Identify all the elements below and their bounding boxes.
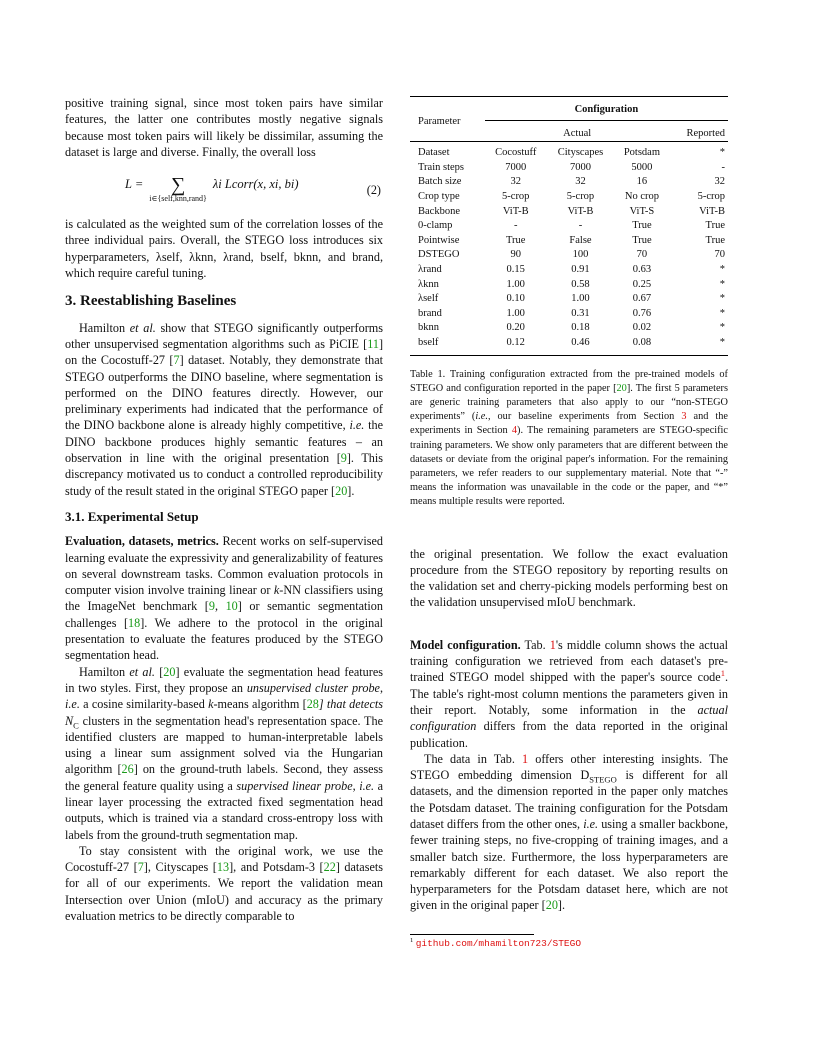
table-row bbox=[410, 336, 728, 355]
table-cell: 0.67 bbox=[632, 293, 652, 305]
equation-number: (2) bbox=[366, 183, 381, 198]
table-cell: 0.12 bbox=[506, 336, 525, 348]
table-cell: 0.91 bbox=[571, 263, 590, 275]
table-cell: 0.25 bbox=[632, 278, 652, 290]
citation-link[interactable]: 26 bbox=[121, 762, 134, 777]
paragraph-evaluation: Evaluation, datasets, metrics. Recent works on self-supervised learning evaluate the expressivity and generalizability of features on several downstream tasks. Common evaluation protocols in computer vision involve training linear or k-NN classifiers using the ImageNet benchmark [9, 10] or semantic segmentation challenges [18]. We adhere to the protocol in the original presentation to evaluate the features produced by the STEGO segmentation head. bbox=[65, 534, 383, 663]
citation-link[interactable]: 20 bbox=[335, 483, 348, 498]
section-link[interactable]: 3 bbox=[681, 411, 687, 423]
table-cell: * bbox=[719, 278, 725, 290]
table-cell: - bbox=[513, 220, 518, 232]
table-link[interactable]: 1 bbox=[549, 637, 556, 652]
table-row bbox=[410, 219, 728, 234]
summation-symbol: ∑ bbox=[170, 174, 186, 197]
table-cell: * bbox=[719, 336, 725, 348]
citation-link[interactable]: 13 bbox=[216, 860, 230, 875]
citation-link[interactable]: 20 bbox=[545, 898, 558, 913]
configuration-table bbox=[410, 96, 728, 356]
right-column bbox=[410, 96, 728, 914]
summation bbox=[149, 176, 207, 204]
table-cell-parameter: 0-clamp bbox=[418, 220, 453, 232]
table-cell: 100 bbox=[572, 249, 589, 261]
table-cell: 0.76 bbox=[632, 307, 652, 319]
table-row bbox=[410, 307, 728, 322]
table-cell: 5000 bbox=[631, 161, 653, 173]
table-row bbox=[410, 263, 728, 278]
header-actual: Actual bbox=[485, 120, 670, 142]
table-row bbox=[410, 292, 728, 307]
paragraph-after-equation: is calculated as the weighted sum of the correlation losses of the three individual pairs. Overall, the STEGO loss introduces six hyperparameters, λself, λknn, λrand, bself, bknn, and brand, which require careful tuning. bbox=[65, 217, 383, 281]
table-cell: 7000 bbox=[505, 161, 527, 173]
left-column bbox=[65, 95, 383, 924]
table-cell: 0.10 bbox=[506, 293, 525, 305]
table-cell-parameter: bself bbox=[418, 336, 439, 348]
table-cell: True bbox=[705, 220, 725, 232]
citation-link[interactable]: 7 bbox=[137, 860, 144, 875]
equation-formula bbox=[125, 176, 299, 204]
header-reported: Reported bbox=[670, 120, 728, 142]
summation-subscript: i∈{self,knn,rand} bbox=[149, 194, 207, 204]
table-cell: 0.31 bbox=[571, 307, 590, 319]
citation-link[interactable]: 28 bbox=[306, 697, 319, 712]
table-cell: 0.08 bbox=[632, 336, 652, 348]
table-row bbox=[410, 190, 728, 205]
citation-link[interactable]: 7 bbox=[173, 353, 180, 368]
header-configuration: Configuration bbox=[574, 104, 639, 115]
citation-link[interactable]: 10 bbox=[225, 599, 238, 614]
paragraph-model-config: Model configuration. Tab. 1's middle column shows the actual training configuration we retrieved from each dataset's pre-trained STEGO model shipped with the paper's source code$^1$. The table's right-most column mentions the parameters given in their report. Notably, some information in the actual configuration differs from the data reported in the original publication. bbox=[410, 637, 728, 750]
table-cell-parameter: Crop type bbox=[418, 190, 460, 202]
table-cell: 1.00 bbox=[506, 278, 525, 290]
table-cell-parameter: Train steps bbox=[418, 161, 464, 173]
table-cell: No crop bbox=[624, 190, 659, 202]
table-link[interactable]: 1 bbox=[522, 751, 529, 766]
table-row bbox=[410, 161, 728, 176]
paragraph-intro: positive training signal, since most token pairs have similar features, the latter one contributes mostly negative signals because most token pairs will likely be dissimilar, assuming the dataset is large and diverse. Finally, the overall loss bbox=[65, 96, 383, 159]
table-cell-parameter: bknn bbox=[418, 322, 439, 334]
table-cell: 0.02 bbox=[632, 322, 652, 334]
citation-link[interactable]: 11 bbox=[367, 336, 379, 351]
citation-link[interactable]: 9 bbox=[208, 599, 215, 614]
table-cell: 1.00 bbox=[571, 293, 590, 305]
table-cell-parameter: λself bbox=[418, 293, 439, 305]
equation-2 bbox=[65, 174, 383, 206]
subsection-title: 3.1. Experimental Setup bbox=[65, 508, 199, 524]
table-cell: ViT-S bbox=[629, 205, 655, 217]
equation-lhs: L = bbox=[125, 177, 144, 192]
table-row bbox=[410, 205, 728, 220]
section-link[interactable]: 4 bbox=[511, 425, 518, 437]
table-row bbox=[410, 234, 728, 249]
paragraph-continuation: the original presentation. We follow the exact evaluation procedure from the STEGO repository by reporting results on the validation set and cherry-picking models performing best on the validation unsupervised mIoU benchmark. bbox=[410, 546, 728, 610]
table-cell-parameter: Dataset bbox=[418, 147, 450, 159]
citation-link[interactable]: 20 bbox=[616, 382, 627, 394]
footnote-rule bbox=[410, 934, 534, 935]
table-cell: 16 bbox=[636, 176, 648, 188]
section-title: 3. Reestablishing Baselines bbox=[65, 293, 237, 310]
table-cell: 5-crop bbox=[697, 190, 725, 202]
table-cell: 0.46 bbox=[571, 336, 590, 348]
paragraph-data-insights: The data in Tab. 1 offers other interesting insights. The STEGO embedding dimension $D_{STEGO}$ is different for all datasets, and the dimension reported in the paper only matches the Potsdam dataset. The training configuration for the Potsdam dataset differs from the other ones, i.e. using a smaller backbone, fewer training steps, no five-cropping of training images, and a smaller batch size. Furthermore, the loss hyperparameters are remarkably different for each dataset. We also report the hyperparameters for the Potsdam dataset here, which are not given in the original paper [20]. bbox=[410, 751, 729, 913]
footnote bbox=[410, 934, 728, 949]
table-row bbox=[410, 278, 728, 293]
table-cell: Cocostuff bbox=[495, 147, 537, 159]
table-cell-parameter: brand bbox=[418, 307, 442, 319]
table-cell: True bbox=[705, 234, 725, 246]
footnote-mark: 1 bbox=[410, 936, 414, 944]
table-cell: True bbox=[632, 234, 652, 246]
table-cell: 70 bbox=[714, 249, 725, 261]
table-cell-parameter: Pointwise bbox=[418, 234, 460, 246]
table-cell: 32 bbox=[575, 176, 586, 188]
table-row bbox=[410, 321, 728, 336]
table-cell-parameter: Batch size bbox=[418, 176, 462, 188]
table-cell: * bbox=[719, 263, 725, 275]
table-caption: Table 1. Training configuration extracted from the pre-trained models of STEGO and configuration reported in the paper [20]. The first 5 parameters are generic training parameters that also apply to our “non-STEGO experiments” (i.e., our baseline experiments from Section 3 and the experiments in Section 4). The remaining parameters are STEGO-specific training parameters. We show only parameters that are different between the datasets or deviate from the original paper's information. For the remaining parameters, we refer readers to our supplementary material. Note that “-” means the information was unavailable in the code or the paper, and “*” means multiple results were reported. bbox=[410, 368, 728, 508]
header-parameter: Parameter bbox=[418, 115, 461, 127]
table-cell: False bbox=[569, 234, 592, 246]
table-cell: Cityscapes bbox=[557, 147, 604, 159]
table-row bbox=[410, 175, 728, 190]
table-cell: * bbox=[719, 322, 725, 334]
table-cell: - bbox=[721, 161, 725, 173]
table-cell-parameter: λknn bbox=[418, 278, 439, 290]
table-cell: 5-crop bbox=[566, 190, 595, 202]
table-cell: 0.63 bbox=[632, 263, 652, 275]
table-cell: 32 bbox=[714, 176, 725, 188]
table-cell: Potsdam bbox=[623, 147, 660, 159]
table-cell: 0.15 bbox=[506, 263, 525, 275]
table-cell: ViT-B bbox=[502, 205, 529, 217]
table-cell: - bbox=[578, 220, 583, 232]
table-cell: * bbox=[719, 307, 725, 319]
table-cell: 0.20 bbox=[506, 322, 525, 334]
table-body bbox=[410, 142, 728, 355]
table-cell: 90 bbox=[510, 249, 521, 261]
table-cell-parameter: DSTEGO bbox=[418, 249, 460, 261]
footnote-link[interactable]: 1 bbox=[720, 668, 725, 679]
table-cell: 70 bbox=[636, 249, 648, 261]
table-cell: 5-crop bbox=[502, 190, 530, 202]
table-cell: True bbox=[506, 234, 526, 246]
table-cell: 1.00 bbox=[506, 307, 525, 319]
table-cell-parameter: Backbone bbox=[418, 205, 460, 217]
table-cell: ViT-B bbox=[567, 205, 594, 217]
citation-link[interactable]: 22 bbox=[323, 860, 336, 875]
table-cell: True bbox=[632, 220, 652, 232]
table-cell-parameter: λrand bbox=[418, 263, 442, 275]
table-header-row bbox=[410, 97, 728, 121]
paragraph-hamilton: Hamilton et al. [20] evaluate the segmentation head features in two styles. First, they propose an unsupervised cluster probe, i.e. a cosine similarity-based k-means algorithm [28] that detects $N_C$ clusters in the segmentation head's representation space. The identified clusters are mapped to human-interpretable labels using a linear sum assignment solved via the Hungarian algorithm [26] on the ground-truth labels. Second, they assess the general feature quality using a supervised linear probe, i.e. a linear layer processing the extracted fixed segmentation head outputs, which is trained via a standard cross-entropy loss with labels from the ground-truth segmentation map. bbox=[65, 664, 384, 842]
table-cell: 7000 bbox=[569, 161, 591, 173]
table-row bbox=[410, 248, 728, 263]
paragraph-stay-consistent: To stay consistent with the original work, we use the Cocostuff-27 [7], Cityscapes [13], and Potsdam-3 [22] datasets for all of our experiments. We report the validation mean Intersection over Union (mIoU) and accuracy as the primary evaluation metrics to be directly comparable to bbox=[65, 843, 384, 924]
table-cell: 32 bbox=[510, 176, 521, 188]
table-cell: * bbox=[719, 147, 725, 159]
table-cell: 0.18 bbox=[571, 322, 590, 334]
table-cell: 0.58 bbox=[571, 278, 590, 290]
table-cell: * bbox=[719, 293, 725, 305]
citation-link[interactable]: 9 bbox=[340, 451, 347, 466]
equation-rhs: λi Lcorr(x, xi, bi) bbox=[212, 177, 299, 192]
footnote-url-link[interactable]: github.com/mhamilton723/STEGO bbox=[415, 938, 582, 949]
paragraph-section3: Hamilton et al. show that STEGO significantly outperforms other unsupervised segmentation algorithms such as PiCIE [11] on the Cocostuff-27 [7] dataset. Notably, they demonstrate that STEGO outperforms the DINO baseline, where segmentation is performed on the DINO features directly. However, our preliminary experiments had indicated that the performance of the DINO backbone alone is already highly competitive, i.e. the DINO backbone produces highly semantic features – an observation in line with the original presentation [9]. This discrepancy motivated us to conduct a controlled reproducibility study of the result stated in the original STEGO paper [20]. bbox=[65, 320, 384, 498]
citation-link[interactable]: 20 bbox=[163, 664, 176, 679]
citation-link[interactable]: 18 bbox=[128, 615, 141, 630]
table-cell: ViT-B bbox=[699, 205, 725, 217]
table-row bbox=[410, 142, 728, 161]
